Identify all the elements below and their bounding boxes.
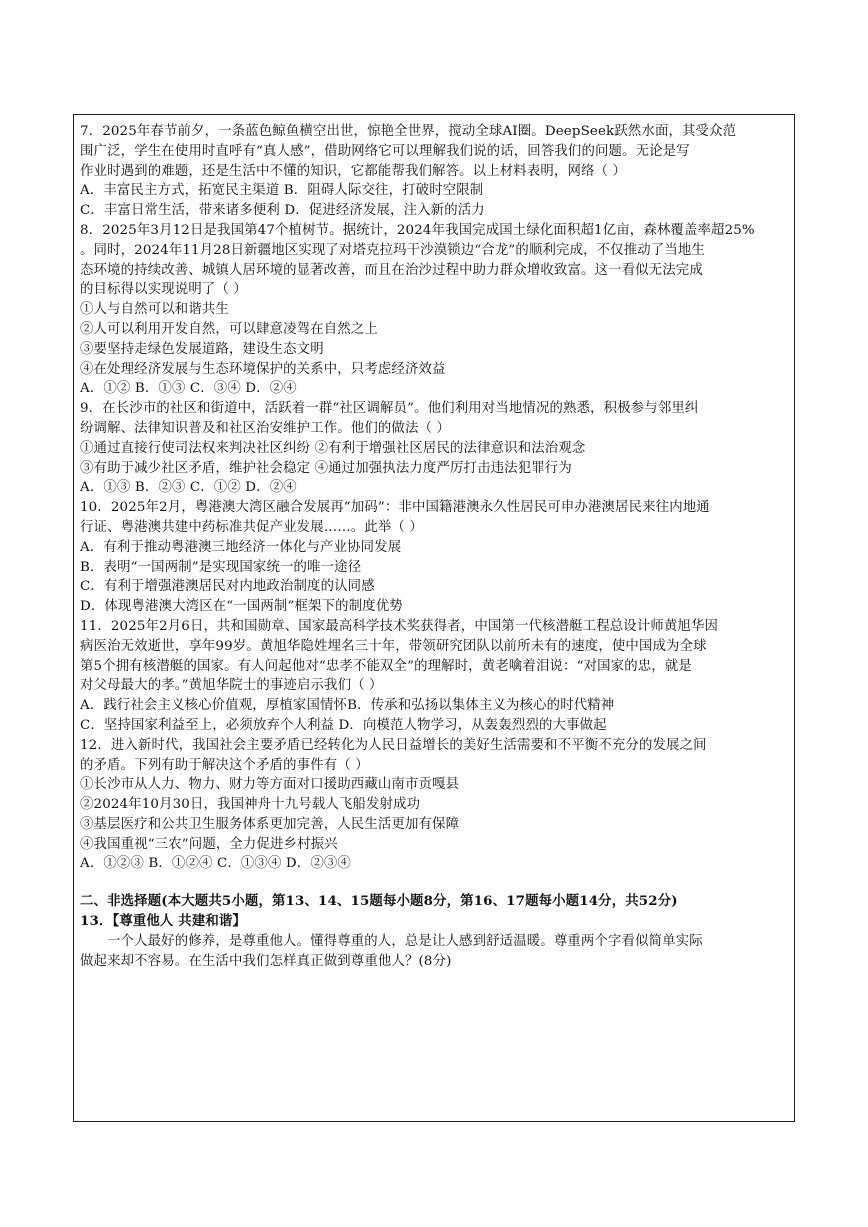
answer-option-line: C．丰富日常生活，带来诸多便利 D．促进经济发展，注入新的活力 — [80, 203, 485, 219]
multiple-choice-questions — [80, 122, 788, 874]
question-text-line: 的目标得以实现说明了（ ） — [80, 282, 247, 298]
question-text-line: 。同时，2024年11月28日新疆地区实现了对塔克拉玛干沙漠锁边“合龙”的顺利完成，不仅推动了当地生 — [80, 242, 705, 258]
question-text-line: 10．2025年2月，粤港澳大湾区融合发展再“加码”：非中国籍港澳永久性居民可申办港澳居民来往内地通 — [80, 500, 710, 516]
question-12 — [80, 736, 788, 875]
answer-option-line: A．①② B．①③ C．③④ D．②④ — [80, 381, 297, 397]
q13-title: 13．【尊重他人 共建和谐】 — [80, 913, 246, 930]
question-text-line: ③有助于减少社区矛盾，维护社会稳定 ④通过加强执法力度严厉打击违法犯罪行为 — [80, 460, 572, 476]
answer-option-line: C．有利于增强港澳居民对内地政治制度的认同感 — [80, 579, 375, 595]
question-text-line: 作业时遇到的难题，还是生活中不懂的知识，它都能帮我们解答。以上材料表明，网络（ ） — [80, 163, 627, 179]
question-8 — [80, 221, 788, 399]
question-text-line: 纷调解、法律知识普及和社区治安维护工作。他们的做法（ ） — [80, 420, 451, 436]
question-text-line: 12．进入新时代，我国社会主要矛盾已经转化为人民日益增长的美好生活需要和不平衡不充分的发展之间 — [80, 737, 707, 753]
question-text-line: ④我国重视“三农”问题，全力促进乡村振兴 — [80, 836, 338, 852]
question-text-line: 病医治无效逝世，享年99岁。黄旭华隐姓埋名三十年，带领研究团队以前所未有的速度，使中国成为全球 — [80, 638, 707, 654]
q13-text-line: 做起来却不容易。在生活中我们怎样真正做到尊重他人？(8分) — [80, 953, 452, 969]
section2-heading: 二、非选择题(本大题共5小题，第13、14、15题每小题8分，第16、17题每小题14分，共52分) — [80, 893, 678, 910]
question-text-line: 9．在长沙市的社区和街道中，活跃着一群“社区调解员”。他们利用对当地情况的熟悉，积极参与邻里纠 — [80, 401, 699, 417]
question-10 — [80, 498, 788, 617]
question-11 — [80, 617, 788, 736]
question-text-line: 的矛盾。下列有助于解决这个矛盾的事件有（ ） — [80, 757, 369, 773]
section-gap — [80, 874, 788, 892]
question-text-line: 第5个拥有核潜艇的国家。有人问起他对“忠孝不能双全”的理解时，黄老噙着泪说：“对国家的忠，就是 — [80, 658, 692, 674]
question-text-line: ①人与自然可以和谐共生 — [80, 302, 229, 318]
exam-frame — [73, 114, 795, 1122]
question-7 — [80, 122, 788, 221]
answer-option-line: A．践行社会主义核心价值观，厚植家国情怀B．传承和弘扬以集体主义为核心的时代精神 — [80, 698, 615, 714]
question-text-line: 围广泛，学生在使用时直呼有“真人感”，借助网络它可以理解我们说的话，回答我们的问题。无论是写 — [80, 143, 690, 159]
question-text-line: 行证、粤港澳共建中药标准共促产业发展……。此举（ ） — [80, 519, 423, 535]
question-text-line: 对父母最大的孝。”黄旭华院士的事迹启示我们（ ） — [80, 678, 383, 694]
question-text-line: 7．2025年春节前夕，一条蓝色鲸鱼横空出世，惊艳全世界，搅动全球AI圈。DeepSeek跃然水面，其受众范 — [80, 124, 737, 139]
answer-option-line: A．①②③ B．①②④ C．①③④ D．②③④ — [80, 856, 351, 872]
answer-option-line: A．①③ B．②③ C．①② D．②④ — [80, 480, 297, 496]
question-text-line: 态环境的持续改善、城镇人居环境的显著改善，而且在治沙过程中助力群众增收致富。这一看似无法完成 — [80, 262, 703, 278]
answer-option-line: A．丰富民主方式，拓宽民主渠道 B．阻碍人际交往，打破时空限制 — [80, 183, 484, 199]
answer-option-line: D．体现粤港澳大湾区在“一国两制”框架下的制度优势 — [80, 599, 403, 615]
question-9 — [80, 399, 788, 498]
question-text-line: ④在处理经济发展与生态环境保护的关系中，只考虑经济效益 — [80, 361, 446, 377]
question-text-line: ③要坚持走绿色发展道路，建设生态文明 — [80, 341, 324, 357]
question-text-line: 8．2025年3月12日是我国第47个植树节。据统计，2024年我国完成国土绿化面积超1亿亩，森林覆盖率超25% — [80, 222, 755, 238]
question-text-line: ①长沙市从人力、物力、财力等方面对口援助西藏山南市贡嘎县 — [80, 777, 460, 793]
answer-option-line: A．有利于推动粤港澳三地经济一体化与产业协同发展 — [80, 539, 402, 555]
question-text-line: ①通过直接行使司法权来判决社区纠纷 ②有利于增强社区居民的法律意识和法治观念 — [80, 440, 586, 456]
question-text-line: ②2024年10月30日，我国神舟十九号载人飞船发射成功 — [80, 797, 421, 813]
question-text-line: ③基层医疗和公共卫生服务体系更加完善，人民生活更加有保障 — [80, 816, 460, 832]
q13-text-line: 一个人最好的修养，是尊重他人。懂得尊重的人，总是让人感到舒适温暖。尊重两个字看似简单实际 — [107, 933, 703, 949]
answer-option-line: B．表明“一国两制”是实现国家统一的唯一途径 — [80, 559, 362, 575]
question-text-line: ②人可以利用开发自然，可以肆意凌驾在自然之上 — [80, 321, 378, 337]
question-text-line: 11．2025年2月6日，共和国勋章、国家最高科学技术奖获得者，中国第一代核潜艇工程总设计师黄旭华因 — [80, 618, 719, 634]
answer-option-line: C．坚持国家利益至上，必须放弃个人利益 D．向模范人物学习，从轰轰烈烈的大事做起 — [80, 717, 607, 733]
